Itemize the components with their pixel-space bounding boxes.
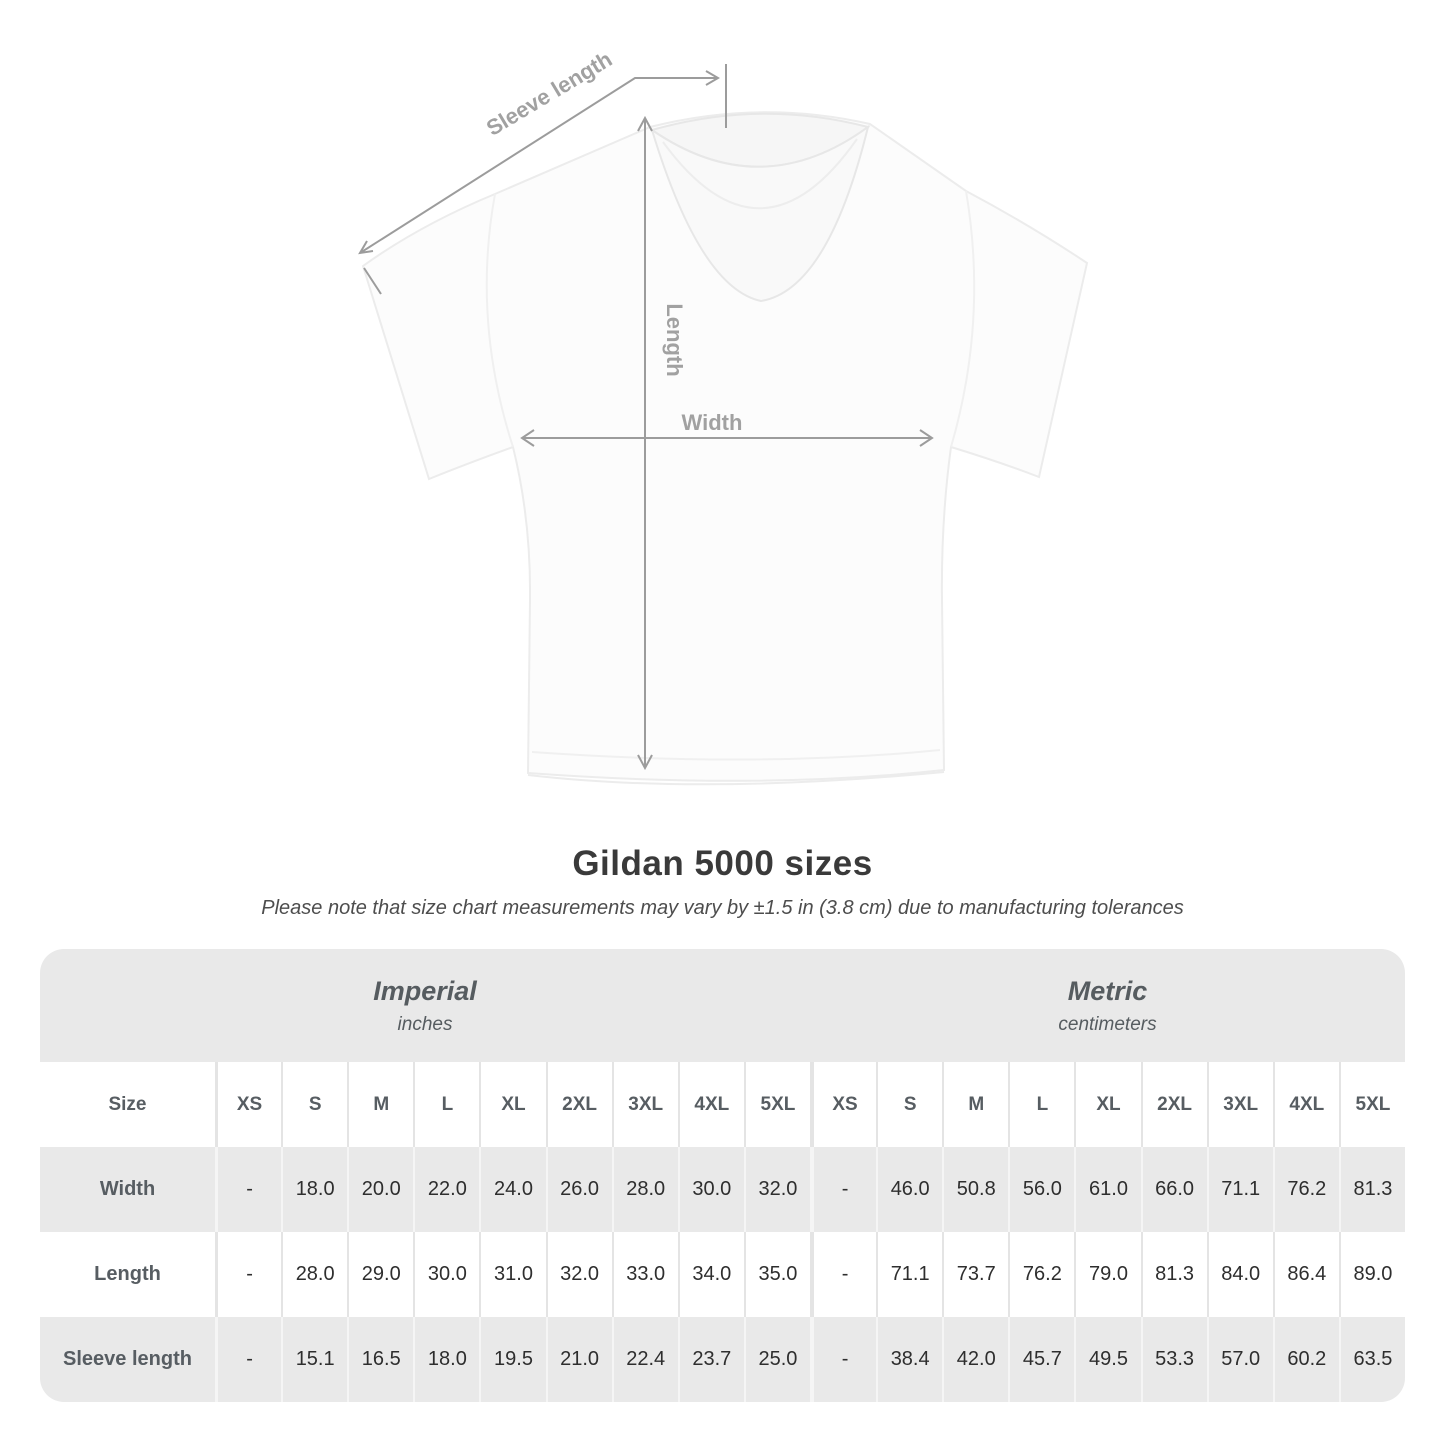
size-header-cell: M xyxy=(942,1062,1008,1147)
value-cell: 42.0 xyxy=(942,1317,1008,1402)
size-column-header: Size xyxy=(108,1093,147,1115)
value-cell: 30.0 xyxy=(678,1147,744,1232)
page-title: Gildan 5000 sizes xyxy=(572,844,873,883)
size-header-cell: 2XL xyxy=(1141,1062,1207,1147)
value-cell: 20.0 xyxy=(347,1147,413,1232)
table-row xyxy=(40,1147,1405,1232)
value-cell: 60.2 xyxy=(1273,1317,1339,1402)
value-cell: 29.0 xyxy=(347,1232,413,1317)
value-cell: 53.3 xyxy=(1141,1317,1207,1402)
value-cell: 76.2 xyxy=(1008,1232,1074,1317)
size-header-cell: 2XL xyxy=(546,1062,612,1147)
size-header-cell: 4XL xyxy=(1273,1062,1339,1147)
table-header-row xyxy=(40,1062,1405,1147)
value-cell: 71.1 xyxy=(876,1232,942,1317)
tolerance-note: Please note that size chart measurements may vary by ±1.5 in (3.8 cm) due to manufacturing tolerances xyxy=(261,897,1184,919)
value-cell: 16.5 xyxy=(347,1317,413,1402)
value-cell: 15.1 xyxy=(281,1317,347,1402)
size-header-cell: L xyxy=(413,1062,479,1147)
unit-group-metric xyxy=(810,949,1405,1062)
value-cell: 38.4 xyxy=(876,1317,942,1402)
value-cell: 57.0 xyxy=(1207,1317,1273,1402)
size-header-cell: XL xyxy=(479,1062,545,1147)
value-cell: 63.5 xyxy=(1339,1317,1405,1402)
value-cell: 32.0 xyxy=(546,1232,612,1317)
value-cell: 19.5 xyxy=(479,1317,545,1402)
size-header-cell: S xyxy=(281,1062,347,1147)
value-cell: 56.0 xyxy=(1008,1147,1074,1232)
value-cell: 23.7 xyxy=(678,1317,744,1402)
sleeve-length-label: Sleeve length xyxy=(481,46,617,141)
size-header-cell: 5XL xyxy=(1339,1062,1405,1147)
value-cell: 79.0 xyxy=(1074,1232,1140,1317)
value-cell: 35.0 xyxy=(744,1232,810,1317)
size-table xyxy=(40,949,1405,1402)
value-cell: 81.3 xyxy=(1339,1147,1405,1232)
width-label: Width xyxy=(681,410,743,435)
value-cell: 30.0 xyxy=(413,1232,479,1317)
unit-group-imperial xyxy=(40,949,810,1062)
value-cell: - xyxy=(810,1147,876,1232)
value-cell: 18.0 xyxy=(281,1147,347,1232)
value-cell: 26.0 xyxy=(546,1147,612,1232)
value-cell: 86.4 xyxy=(1273,1232,1339,1317)
size-header-cell: XS xyxy=(810,1062,876,1147)
size-header-cell: L xyxy=(1008,1062,1074,1147)
row-label: Sleeve length xyxy=(63,1348,192,1370)
value-cell: - xyxy=(215,1317,281,1402)
size-table-body xyxy=(40,1062,1405,1402)
value-cell: - xyxy=(810,1317,876,1402)
value-cell: - xyxy=(215,1232,281,1317)
size-header-cell: XL xyxy=(1074,1062,1140,1147)
table-row xyxy=(40,1232,1405,1317)
value-cell: 32.0 xyxy=(744,1147,810,1232)
size-header-cell: XS xyxy=(215,1062,281,1147)
value-cell: 81.3 xyxy=(1141,1232,1207,1317)
value-cell: 28.0 xyxy=(281,1232,347,1317)
value-cell: 73.7 xyxy=(942,1232,1008,1317)
value-cell: 33.0 xyxy=(612,1232,678,1317)
value-cell: 84.0 xyxy=(1207,1232,1273,1317)
table-row xyxy=(40,1317,1405,1402)
value-cell: 25.0 xyxy=(744,1317,810,1402)
unit-group-band xyxy=(40,949,1405,1062)
value-cell: 71.1 xyxy=(1207,1147,1273,1232)
size-header-cell: S xyxy=(876,1062,942,1147)
imperial-unit-label: inches xyxy=(397,1013,453,1035)
size-header-cell: 3XL xyxy=(612,1062,678,1147)
value-cell: 21.0 xyxy=(546,1317,612,1402)
value-cell: 61.0 xyxy=(1074,1147,1140,1232)
length-label: Length xyxy=(662,303,687,377)
value-cell: - xyxy=(810,1232,876,1317)
value-cell: 22.0 xyxy=(413,1147,479,1232)
value-cell: - xyxy=(215,1147,281,1232)
value-cell: 18.0 xyxy=(413,1317,479,1402)
metric-label: Metric xyxy=(1067,975,1148,1006)
value-cell: 46.0 xyxy=(876,1147,942,1232)
value-cell: 31.0 xyxy=(479,1232,545,1317)
value-cell: 22.4 xyxy=(612,1317,678,1402)
value-cell: 34.0 xyxy=(678,1232,744,1317)
value-cell: 66.0 xyxy=(1141,1147,1207,1232)
value-cell: 49.5 xyxy=(1074,1317,1140,1402)
size-header-cell: M xyxy=(347,1062,413,1147)
value-cell: 89.0 xyxy=(1339,1232,1405,1317)
imperial-label: Imperial xyxy=(373,975,477,1006)
tshirt-image xyxy=(363,112,1087,784)
row-label: Width xyxy=(99,1178,156,1200)
value-cell: 28.0 xyxy=(612,1147,678,1232)
size-header-cell: 3XL xyxy=(1207,1062,1273,1147)
size-header-cell: 4XL xyxy=(678,1062,744,1147)
value-cell: 24.0 xyxy=(479,1147,545,1232)
value-cell: 50.8 xyxy=(942,1147,1008,1232)
size-header-cell: 5XL xyxy=(744,1062,810,1147)
metric-unit-label: centimeters xyxy=(1058,1013,1157,1035)
row-label: Length xyxy=(94,1263,161,1285)
value-cell: 76.2 xyxy=(1273,1147,1339,1232)
value-cell: 45.7 xyxy=(1008,1317,1074,1402)
